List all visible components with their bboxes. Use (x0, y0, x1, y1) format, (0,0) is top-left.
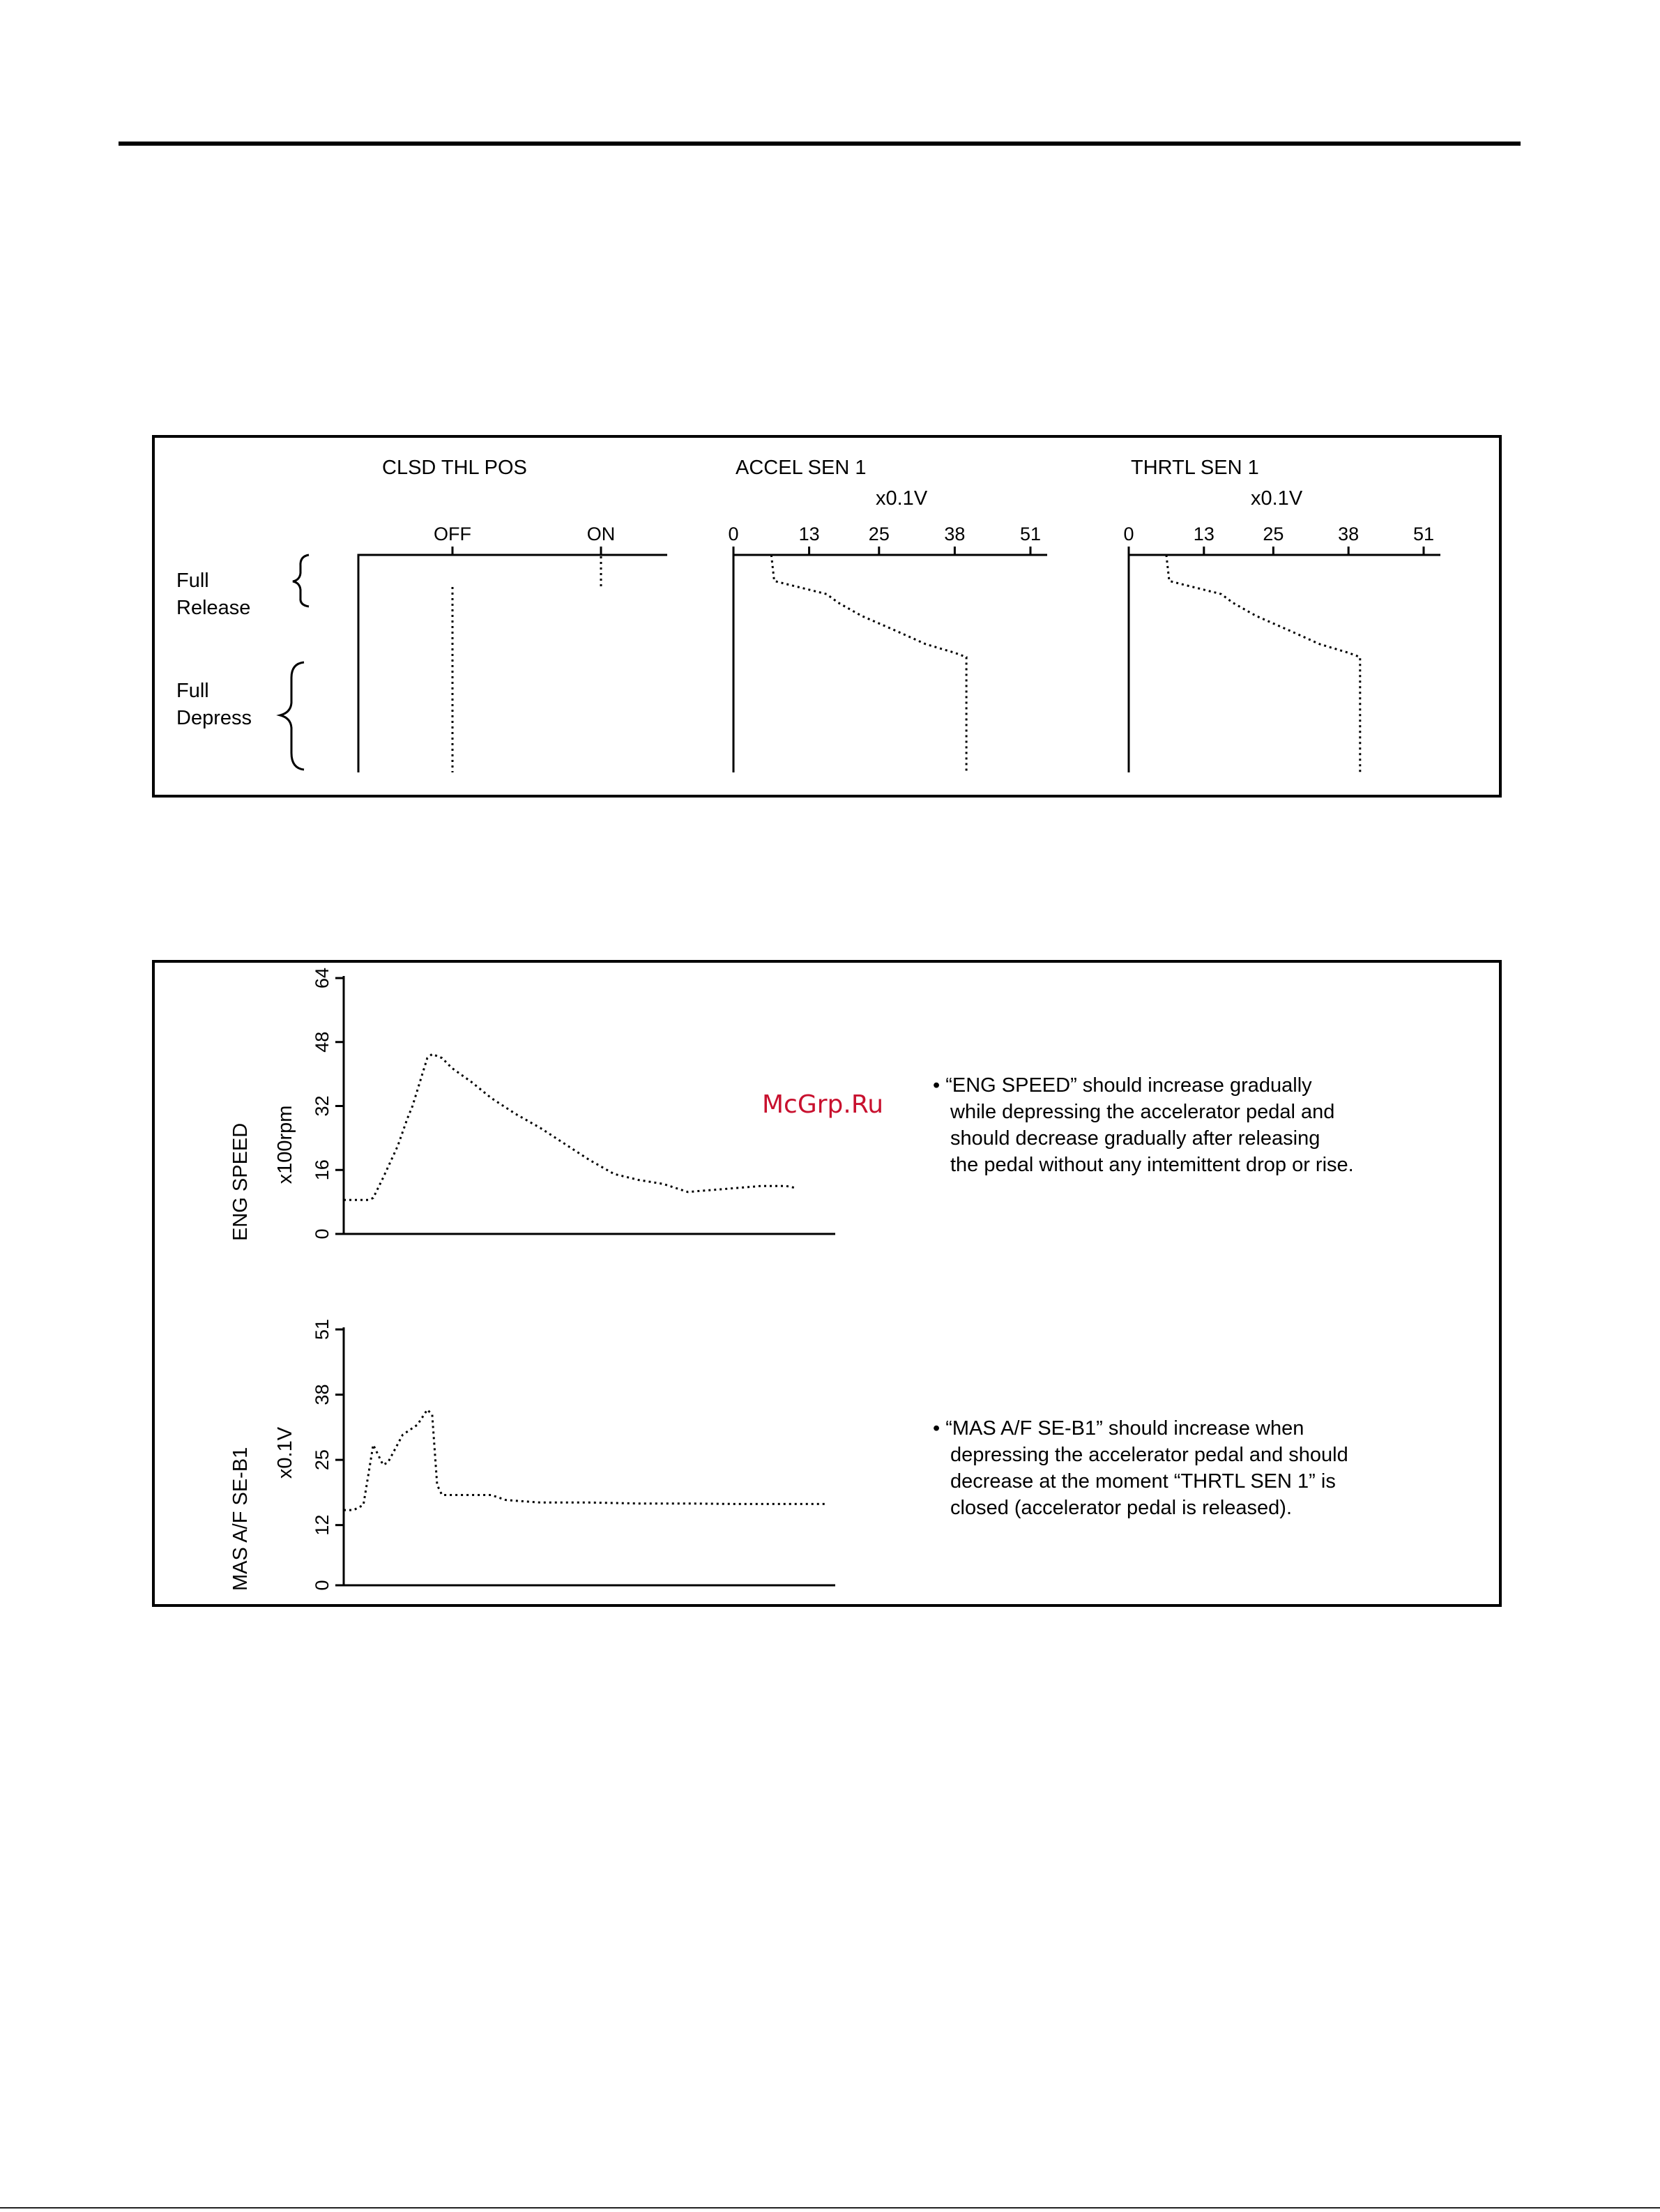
tick-label: 25 (868, 524, 890, 544)
thrtl-sen-1-trace (1166, 555, 1360, 772)
tick-label: 0 (312, 1228, 333, 1240)
panel-thrtl-sen-1 (1123, 524, 1440, 772)
note-eng-speed (933, 1074, 1354, 1176)
tick-label: 48 (312, 1031, 333, 1053)
chart-eng-speed-unit: x100rpm (274, 1105, 296, 1184)
panel3-axes (1129, 555, 1440, 772)
note-eng-speed-line: should decrease gradually after releasing (950, 1127, 1320, 1150)
tick-label: 38 (312, 1384, 333, 1405)
tick-label: 0 (728, 524, 739, 544)
chart-mas-af-se-b1-unit: x0.1V (274, 1426, 296, 1479)
tick-label-on: ON (586, 524, 616, 544)
tick-label: 51 (1019, 524, 1042, 544)
chart-mas-af-se-b1-axes (344, 1327, 835, 1585)
chart-mas-af-se-b1 (229, 1319, 835, 1591)
note-mas-af-line: depressing the accelerator pedal and should (950, 1444, 1348, 1466)
chart-eng-speed-name: ENG SPEED (229, 1122, 252, 1241)
note-mas-af-line: • “MAS A/F SE-B1” should increase when (933, 1417, 1304, 1440)
accel-sen-1-trace (771, 555, 966, 772)
panel1-axes (358, 555, 667, 772)
tick-label: 13 (798, 524, 820, 544)
note-mas-af-line: closed (accelerator pedal is released). (950, 1497, 1293, 1519)
note-eng-speed-line: • “ENG SPEED” should increase gradually (933, 1074, 1312, 1097)
brace-full-depress (280, 662, 304, 770)
figure-sensor-positions (153, 436, 1500, 796)
tick-label: 0 (1123, 524, 1134, 544)
tick-label: 32 (312, 1095, 333, 1117)
footer-rule (0, 2207, 1660, 2209)
note-mas-af-line: decrease at the moment “THRTL SEN 1” is (950, 1470, 1336, 1493)
panel2-axes (733, 555, 1047, 772)
row-label-full-release-line2: Release (176, 597, 251, 619)
chart-eng-speed (229, 968, 835, 1241)
panel-clsd-thl-pos (358, 524, 667, 772)
panel-title-clsd-thl-pos: CLSD THL POS (382, 457, 527, 479)
tick-label: 0 (312, 1580, 333, 1591)
brace-full-release (293, 555, 309, 607)
note-eng-speed-line: the pedal without any intemittent drop or rise. (950, 1154, 1354, 1176)
watermark: McGrp.Ru (762, 1090, 884, 1119)
note-eng-speed-line: while depressing the accelerator pedal and (950, 1101, 1335, 1123)
tick-label: 64 (312, 967, 333, 989)
panel-accel-sen-1 (728, 524, 1047, 772)
panel-unit-accel-sen-1: x0.1V (876, 487, 928, 510)
tick-label: 38 (1338, 524, 1360, 544)
panel-title-thrtl-sen-1: THRTL SEN 1 (1131, 457, 1259, 479)
panel-title-accel-sen-1: ACCEL SEN 1 (736, 457, 867, 479)
tick-label: 51 (312, 1318, 333, 1341)
row-label-full-release-line1: Full (176, 570, 209, 592)
tick-label: 25 (1263, 524, 1284, 544)
chart-mas-af-se-b1-name: MAS A/F SE-B1 (229, 1447, 252, 1591)
tick-label: 13 (1193, 524, 1214, 544)
tick-label-off: OFF (434, 524, 471, 544)
tick-label: 51 (1412, 524, 1435, 544)
eng-speed-trace (344, 1054, 796, 1200)
tick-label: 38 (944, 524, 966, 544)
mas-af-se-b1-trace (344, 1410, 825, 1510)
note-mas-af-se-b1 (933, 1417, 1348, 1519)
tick-label: 16 (312, 1159, 333, 1181)
row-label-full-depress-line2: Depress (176, 707, 252, 729)
figure-data-monitor (153, 961, 1500, 1605)
panel-unit-thrtl-sen-1: x0.1V (1251, 487, 1303, 510)
tick-label: 25 (312, 1449, 333, 1471)
tick-label: 12 (312, 1514, 333, 1536)
row-label-full-depress-line1: Full (176, 680, 209, 702)
